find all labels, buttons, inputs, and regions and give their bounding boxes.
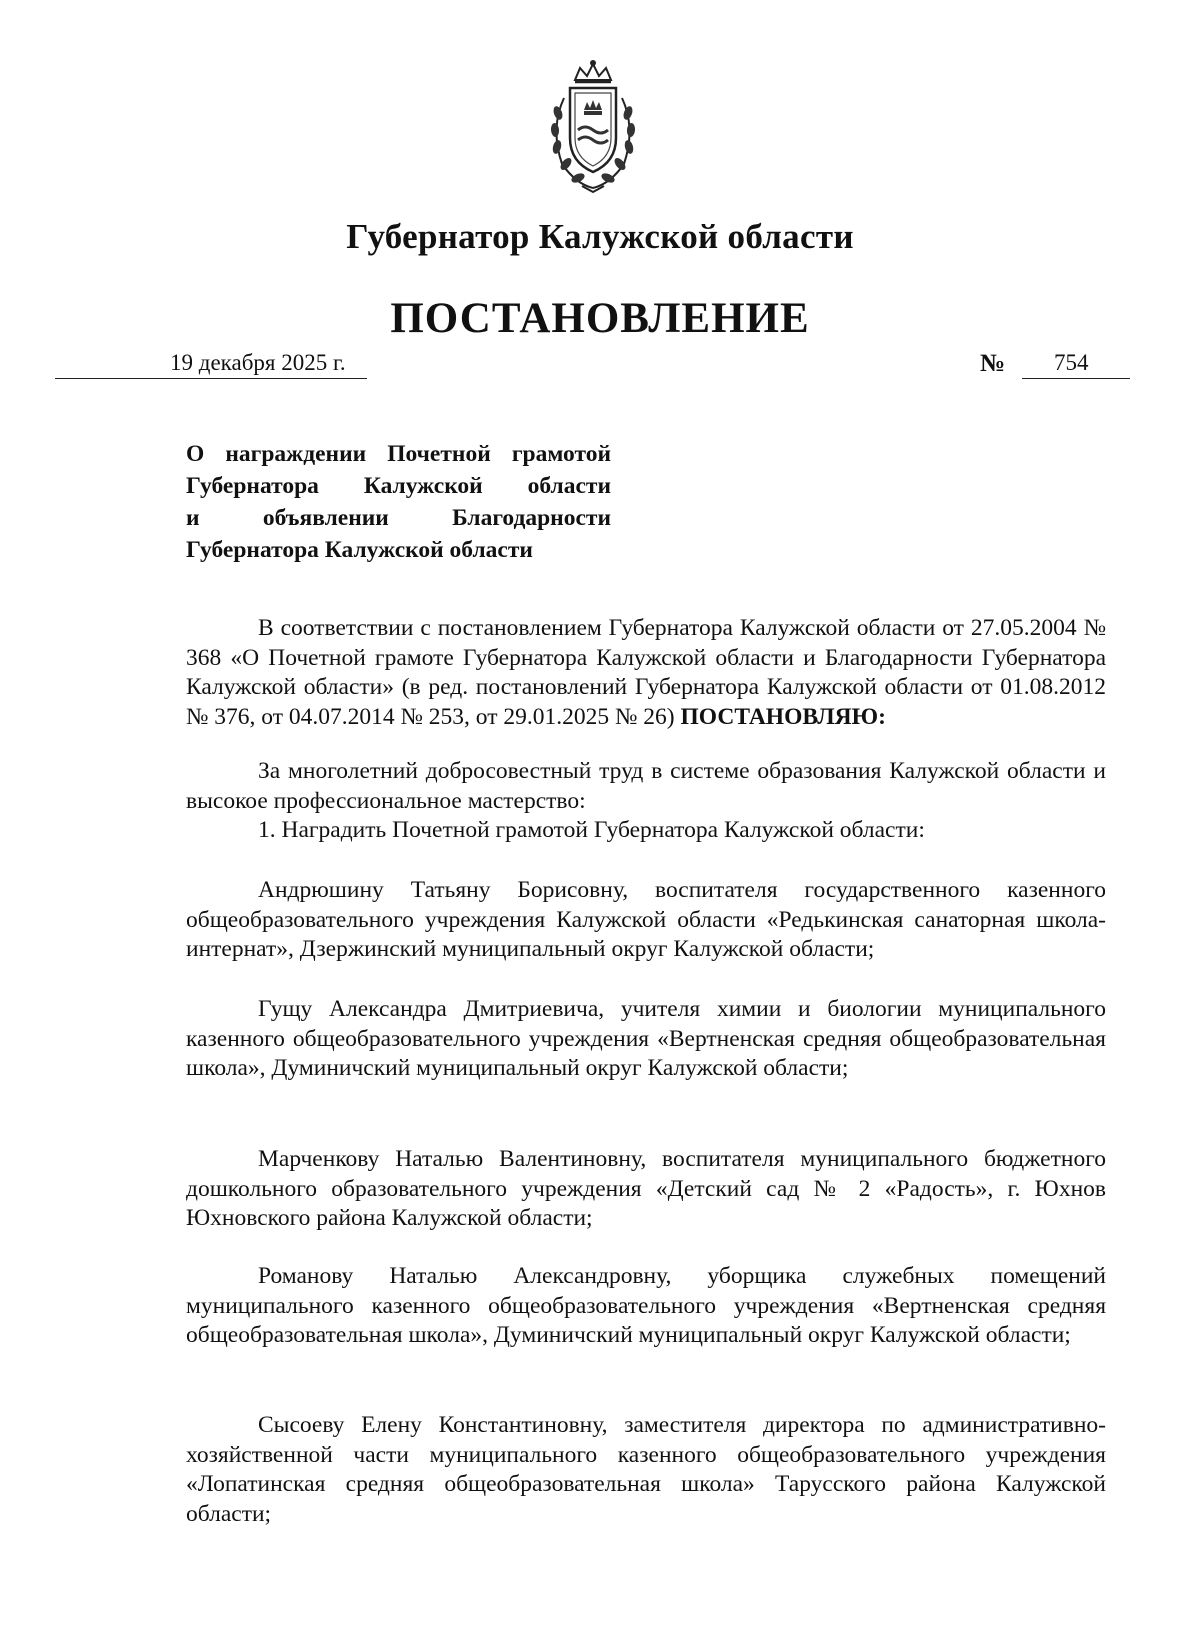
preamble-text: В соответствии с постановлением Губернатора Калужской области от 27.05.2004 № 368 «О Почетной грамоте Губернатора Калужской области и Благодарности Губернатора Калужской области» (в ред. постановлений Губернатора Калужской области от 01.08.2012 № 376, от 04.07.2014 № 253, от 29.01.2025 № 26): [186, 615, 1106, 730]
document-date: 19 декабря 2025 г.: [170, 350, 346, 375]
recipient-text: Сысоеву Елену Константиновну, заместителя директора по административно-хозяйственной части муниципального казенного общеобразовательного учреждения «Лопатинская средняя общеобразовательная школа» Тарусского района Калужской области;: [186, 1412, 1106, 1527]
issuing-authority: Губернатор Калужской области: [346, 217, 854, 256]
subject-line: О награждении Почетной грамотой: [186, 441, 611, 467]
document-subject: [186, 438, 611, 566]
preamble-paragraph: [186, 614, 1106, 732]
recipient-paragraph: [186, 995, 1106, 1084]
recipient-text: Гущу Александра Дмитриевича, учителя химии и биологии муниципального казенного общеобразовательного учреждения «Вертненская средняя общеобразовательная школа», Думиничский муниципальный округ Калужской области;: [186, 996, 1106, 1081]
reason-paragraph: [186, 757, 1106, 816]
number-sign: №: [980, 350, 1006, 377]
item1-heading: 1. Наградить Почетной грамотой Губернатора Калужской области:: [258, 817, 925, 843]
item-heading-paragraph: [186, 816, 1106, 846]
recipient-text: Романову Наталью Александровну, уборщика служебных помещений муниципального казенного общеобразовательного учреждения «Вертненская средняя общеобразовательная школа», Думиничский муниципальный округ Калужской области;: [186, 1263, 1106, 1348]
document-type-title: ПОСТАНОВЛЕНИЕ: [390, 295, 810, 342]
recipient-paragraph: [186, 876, 1106, 965]
reason-text: За многолетний добросовестный труд в системе образования Калужской области и высокое профессиональное мастерство:: [186, 758, 1106, 814]
number-field: [1022, 342, 1130, 379]
recipient-paragraph: [186, 1145, 1106, 1234]
subject-line: и объявлении Благодарности: [186, 505, 611, 531]
recipient-text: Андрюшину Татьяну Борисовну, воспитателя государственного казенного общеобразовательного учреждения Калужской области «Редькинская санаторная школа-интернат», Дзержинский муниципальный округ Калужской области;: [186, 877, 1106, 962]
subject-line: Губернатора Калужской области: [186, 537, 533, 563]
subject-line: Губернатора Калужской области: [186, 473, 611, 499]
date-field: [55, 342, 367, 379]
document-number: 754: [1054, 350, 1089, 375]
recipient-paragraph: [186, 1411, 1106, 1529]
coat-of-arms-icon: [540, 58, 646, 196]
decree-word: ПОСТАНОВЛЯЮ:: [680, 703, 886, 730]
recipient-text: Марченкову Наталью Валентиновну, воспитателя муниципального бюджетного дошкольного образовательного учреждения «Детский сад № 2 «Радость», г. Юхнов Юхновского района Калужской области;: [186, 1146, 1106, 1231]
recipient-paragraph: [186, 1262, 1106, 1351]
